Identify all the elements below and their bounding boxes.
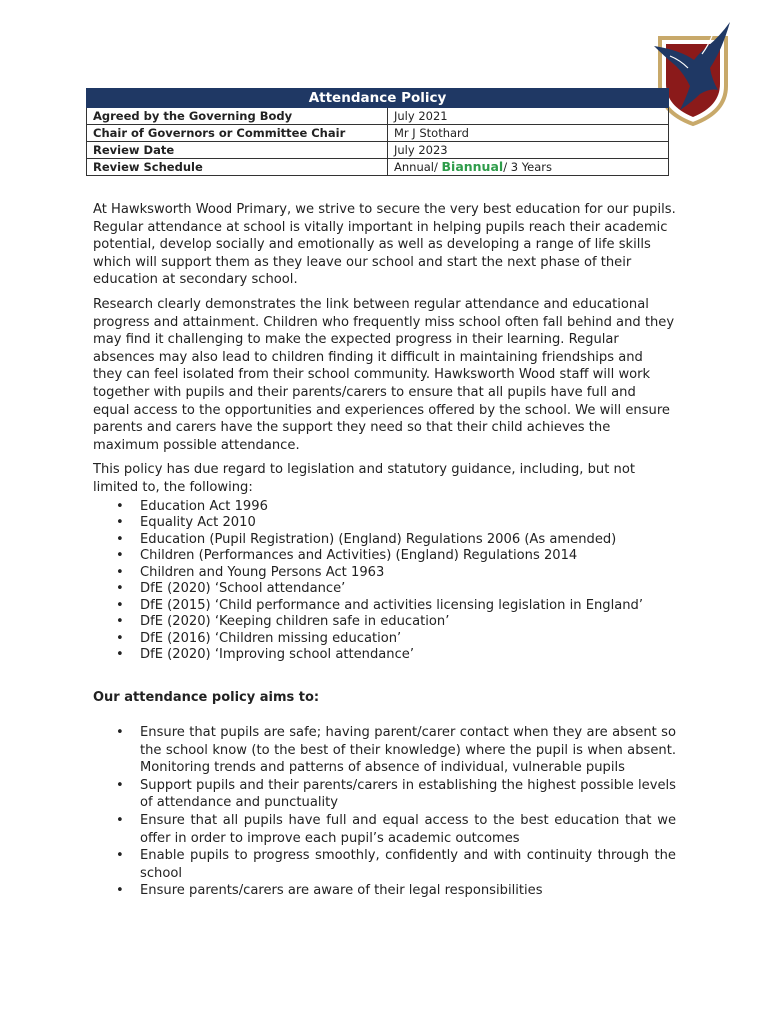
legislation-intro: This policy has due regard to legislation and statutory guidance, including, but not limited to, the following:: [93, 462, 635, 495]
research-paragraph: Research clearly demonstrates the link between regular attendance and educational progress and attainment. Children who frequently miss school often fall behind and they may find it challenging to make the expected progress in their learning. Regular absences may also lead to children finding it difficult in maintaining friendships and they can feel isolated from their school community. Hawksworth Wood staff will work together with pupils and their parents/carers to ensure that all pupils have full and equal access to the opportunities and experiences offered by the school. We will ensure parents and carers have the support they need so that their child achieves the maximum possible attendance.: [93, 296, 675, 453]
policy-info-table: [86, 88, 669, 176]
schedule-post: / 3 Years: [503, 160, 553, 174]
list-item: • DfE (2020) ‘School attendance’: [93, 581, 676, 598]
list-item: • Enable pupils to progress smoothly, confidently and with continuity through the school: [93, 847, 676, 882]
policy-title: Attendance Policy: [87, 89, 669, 108]
schedule-pre: Annual/: [394, 160, 442, 174]
aims-list: [93, 724, 676, 900]
table-row: [87, 125, 669, 142]
table-row: [87, 159, 669, 176]
row-value: July 2021: [388, 108, 669, 125]
schedule-highlight: Biannual: [441, 159, 504, 174]
row-label: Review Schedule: [87, 159, 388, 176]
row-label: Chair of Governors or Committee Chair: [87, 125, 388, 142]
row-label: Review Date: [87, 142, 388, 159]
table-row: [87, 108, 669, 125]
intro-paragraph: At Hawksworth Wood Primary, we strive to secure the very best education for our pupils. Regular attendance at school is vitally important in helping pupils reach their academic potential, develop socially and emotionally as well as developing a range of life skills which will support them as they leave our school and start the next phase of their education at secondary school.: [93, 202, 676, 288]
policy-body: [93, 201, 676, 900]
row-value: July 2023: [388, 142, 669, 159]
row-label: Agreed by the Governing Body: [87, 108, 388, 125]
list-item: • Ensure parents/carers are aware of their legal responsibilities: [93, 882, 676, 900]
list-item: • DfE (2016) ‘Children missing education’: [93, 631, 676, 648]
review-schedule-value: [388, 159, 669, 176]
list-item: • Ensure that pupils are safe; having parent/carer contact when they are absent so the school know (to the best of their knowledge) where the pupil is when absent. Monitoring trends and patterns of absence of individual, vulnerable pupils: [93, 724, 676, 777]
list-item: • Equality Act 2010: [93, 515, 676, 532]
legislation-list: [93, 499, 676, 664]
row-value: Mr J Stothard: [388, 125, 669, 142]
list-item: • Support pupils and their parents/carers in establishing the highest possible levels of attendance and punctuality: [93, 777, 676, 812]
list-item: • DfE (2020) ‘Keeping children safe in education’: [93, 614, 676, 631]
list-item: • Education (Pupil Registration) (England) Regulations 2006 (As amended): [93, 532, 676, 549]
list-item: • Children (Performances and Activities) (England) Regulations 2014: [93, 548, 676, 565]
list-item: • DfE (2020) ‘Improving school attendance’: [93, 647, 676, 664]
table-row: [87, 142, 669, 159]
list-item: • Children and Young Persons Act 1963: [93, 565, 676, 582]
list-item: • Education Act 1996: [93, 499, 676, 516]
aims-heading: Our attendance policy aims to:: [93, 689, 320, 705]
list-item: • Ensure that all pupils have full and equal access to the best education that we offer in order to improve each pupil’s academic outcomes: [93, 812, 676, 847]
list-item: • DfE (2015) ‘Child performance and activities licensing legislation in England’: [93, 598, 676, 615]
